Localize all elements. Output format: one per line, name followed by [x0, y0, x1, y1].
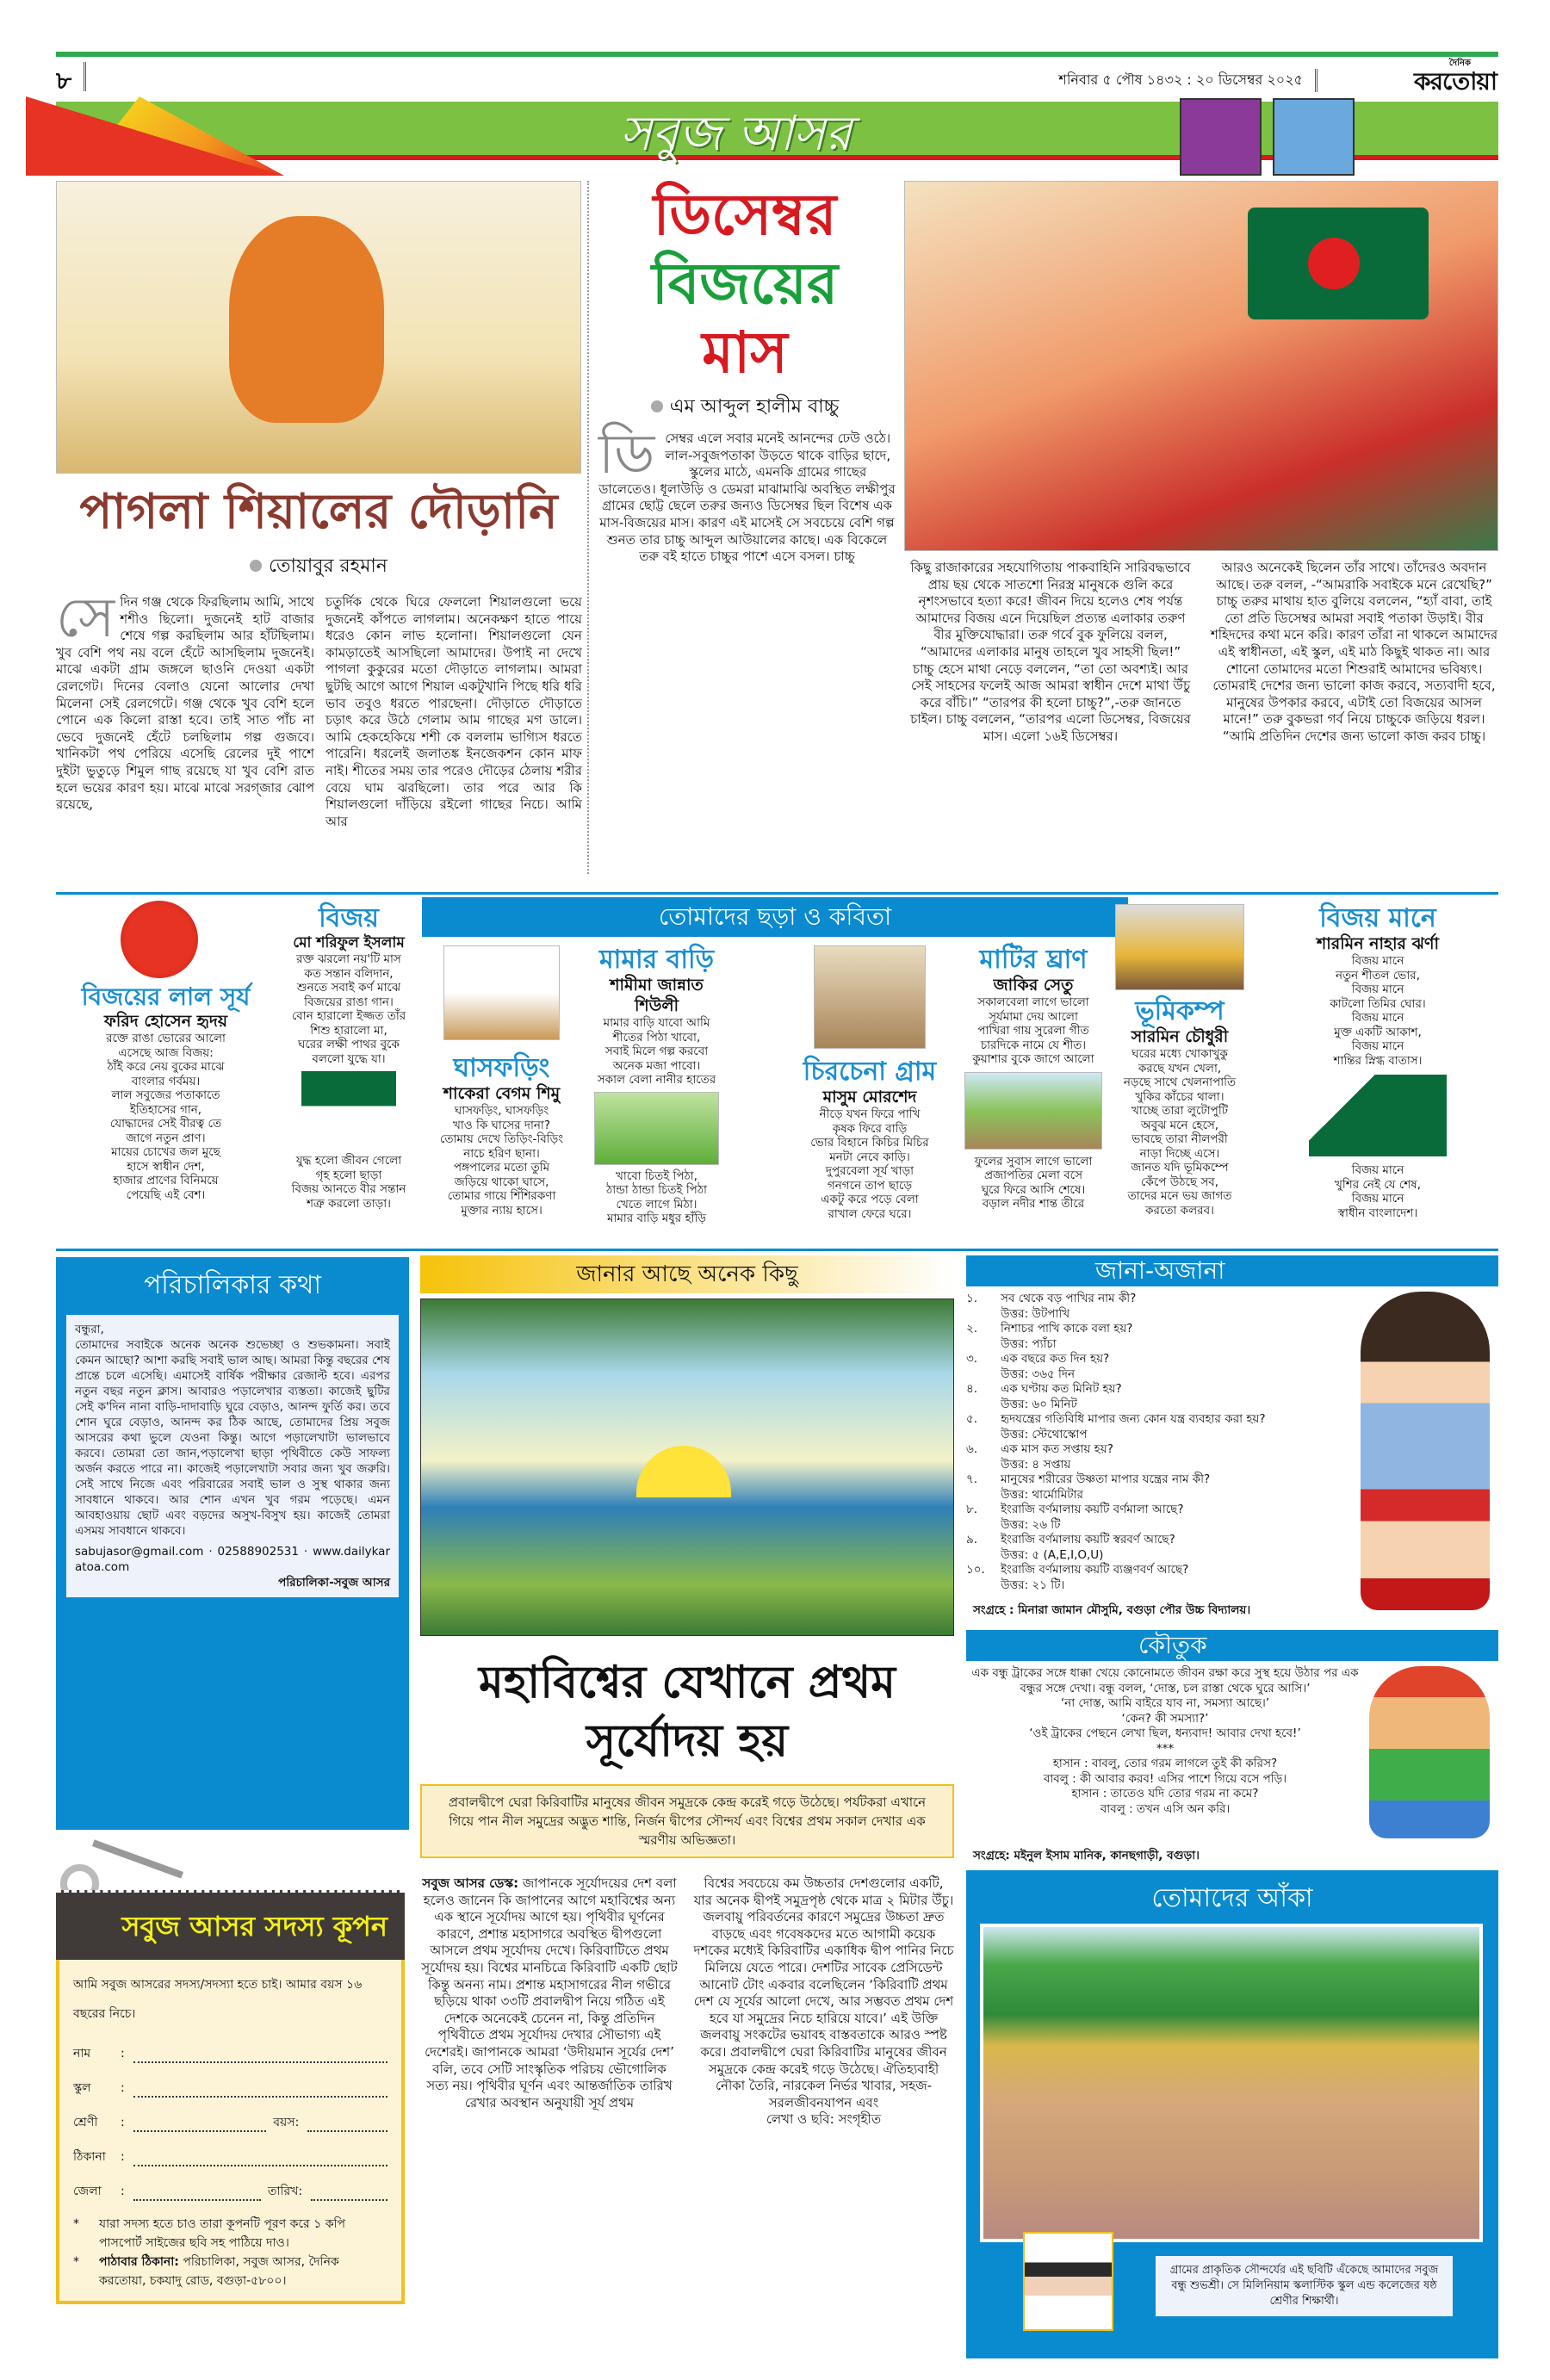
story2-text-1: সেম্বর এলে সবার মনেই আনন্দের ঢেউ ওঠে। লাল-সবুজপতাকা উড়তে থাকে বাড়ির ছাদে, স্কুলের মাঠে, এমনকি গ্রামের গাছের ডালেতেও। ধূলাউড়ি ও ডেমরা মাঝামাঝি অবস্থিত লক্ষীপুর গ্রামের ছোট্ট ছেলে তরুর জন্যও ডিসেম্বর ছিল বিশেষ এক মাস-বিজয়ের মাস। কারণ এই মাসেই সে সবচেয়ে বেশি গল্প শুনত তার চাচ্চু আব্দুল আউয়ালের কাছে। এক বিকেলে তরু বই হাতে চাচ্চুর পাশে এসে বসল। চাচ্চু	[598, 431, 896, 565]
quiz-number: ৯.	[966, 1533, 978, 1546]
quiz-question: ইংরাজি বর্ণমালায় কয়টি স্বরবর্ণ আছে?	[1001, 1533, 1175, 1546]
quiz-question: এক ঘণ্টায় কত মিনিট হয়?	[1001, 1382, 1122, 1396]
poem-line: শুনতে সবাই কর্ণ মাঝে	[296, 981, 401, 995]
section-rule	[56, 892, 1498, 895]
district-date-field[interactable]	[73, 2182, 388, 2201]
village-painting	[983, 1927, 1479, 2239]
newspaper-logo	[1414, 59, 1497, 95]
grasshopper-image	[443, 945, 560, 1040]
poem-body	[1257, 954, 1498, 1068]
poem-line: সকালবেলা লাগে ভালো	[977, 995, 1089, 1009]
poem-line: স্বাধীন বাংলাদেশ।	[1337, 1205, 1418, 1220]
poem-line: ঘরের লক্ষী পাথর বুকে	[298, 1038, 400, 1051]
field-label: ঠিকানা	[73, 2150, 106, 2164]
quiz-number: ১.	[966, 1292, 978, 1305]
quiz-title: জানা-অজানা	[1095, 1256, 1225, 1285]
jokes-body	[966, 1666, 1364, 1817]
poem-line: নাচে হরিণ ছানা।	[463, 1146, 540, 1161]
poem-author: শাকেরা বেগম শিমু	[443, 1084, 561, 1103]
coupon-intro: আমি সবুজ আসরের সদস্য/সদস্যা হতে চাই। আমার বয়স ১৬ বছরের নিচে।	[73, 1978, 363, 2021]
feature-title: মহাবিশ্বের যেখানে প্রথম সূর্যোদয় হয়	[478, 1657, 896, 1767]
quiz-answer: উত্তর: স্টেথোস্কোপ	[1001, 1427, 1088, 1441]
joke-line: ‘ওই ট্রাকের পেছনে লেখা ছিল, ধন্যবাদ! আবার দেখা হবে!’	[1029, 1726, 1301, 1740]
quiz-answer: উত্তর: ৬০ মিনিট	[1001, 1397, 1077, 1411]
quiz-answer: উত্তর: ৫ (A,E,I,O,U)	[1001, 1547, 1104, 1562]
poem-line: মায়ের চোখের জল মুছে	[111, 1145, 220, 1159]
sep: :	[294, 2116, 300, 2129]
quiz-number: ৩.	[966, 1352, 978, 1366]
poem-line: তোমায় দেখে তিড়িং-বিড়িং	[439, 1132, 564, 1146]
poem-author: শামীমা জান্নাত শিউলী	[610, 976, 704, 1015]
poem-line: রাখাল ফেরে ঘরে।	[828, 1206, 912, 1221]
poem-line: যোদ্ধাদের সেই বীরত্ব তে	[109, 1117, 222, 1131]
poem-line: ঘুরে ফিরে আসি শেষে।	[981, 1182, 1086, 1197]
quiz-item	[966, 1533, 1354, 1563]
poems-section-header: তোমাদের ছড়া ও কবিতা	[422, 897, 1128, 937]
editor-signature: পরিচালিকা-সবুজ আসর	[278, 1576, 390, 1590]
poem-line: কৃষক ফিরে বাড়ি	[832, 1121, 908, 1136]
quiz-question: এক মাস কত সপ্তায় হয়?	[1001, 1442, 1113, 1456]
desk-label: সবুজ আসর ডেস্ক:	[422, 1875, 519, 1891]
poem-line: অবুঝ মনে হেসে,	[1140, 1118, 1219, 1132]
poem-line: নাড়া দিচ্ছে এসে।	[1139, 1146, 1220, 1161]
quiz-item	[966, 1322, 1354, 1352]
poem-bhumikampo	[1115, 904, 1244, 1218]
poem-line: হাসে স্বাধীন দেশ,	[127, 1159, 205, 1174]
feature-summary: প্রবালদ্বীপে ঘেরা কিরিবাটির মানুষের জীবন সমুদ্রকে কেন্দ্র করেই গড়ে উঠেছে। পর্যটকরা এখানে গিয়ে পান নীল সমুদ্রের অদ্ভুত শান্তি, নির্জন দ্বীপের সৌন্দর্য এবং বিশ্বের প্রথম সকাল দেখার এক স্মরণীয় অভিজ্ঞতা।	[420, 1784, 954, 1858]
poem-line: রক্তে রাঙা ভোরের আলো	[106, 1032, 226, 1045]
drawing-frame	[980, 1924, 1483, 2242]
quiz-answer: উত্তর: প্যাঁচা	[1001, 1336, 1057, 1351]
poem-line: পঙ্গপালের মতো তুমি	[453, 1161, 550, 1175]
poem-author: মাসুম মোরশেদ	[822, 1088, 917, 1106]
poem-body	[797, 1107, 943, 1221]
poem-line: খাও কি ঘাসের দানা?	[452, 1118, 551, 1132]
poem-title: মামার বাড়ি	[598, 945, 715, 975]
fox-illustration	[56, 181, 581, 474]
poem-body-2	[284, 1154, 413, 1211]
poem-line: জাগে নতুন প্রাণ।	[126, 1131, 206, 1145]
poem-line: বিজয় আনতে বীর সন্তান	[291, 1182, 406, 1196]
feature-source: লেখা ও ছবি: সংগৃহীত	[766, 2111, 882, 2128]
poem-line: করতো কলরব।	[1145, 1203, 1214, 1218]
joke-line: বাবলু : তখন এসি অন করি।	[1100, 1801, 1231, 1816]
note-label: পাঠাবার ঠিকানা:	[99, 2255, 179, 2269]
poem-line: বিজয় মানে	[1351, 1039, 1404, 1053]
quiz-question: ইংরাজি বর্ণমালায় কয়টি বর্ণমালা আছে?	[1001, 1503, 1184, 1516]
poem-line: খাচ্ছে তারা লুটোপুটি	[1131, 1104, 1229, 1118]
poem-body	[1115, 1047, 1244, 1218]
banner-title: সবুজ আসর	[620, 106, 852, 162]
bullet-icon	[651, 400, 663, 412]
poem-chirchena-gram	[797, 945, 943, 1221]
poem-bijoy-mane	[1257, 904, 1498, 1220]
poem-line: ঘরের মধ্যে খোকাখুকু	[1132, 1047, 1228, 1061]
poem-line: মনটা নেবে কাড়ি।	[829, 1150, 910, 1164]
feature-column-2	[693, 1875, 954, 2129]
membership-coupon	[56, 1890, 405, 2304]
poem-line: সবাই মিলে গল্প করবো	[604, 1044, 709, 1058]
poem-ghasforing	[426, 945, 577, 1218]
note-text: যারা সদস্য হতে চাও তারা কূপনটি পূরণ করে ১ কপি পাসপোর্ট সাইজের ছবি সহ পাঠিয়ে দাও।	[99, 2217, 346, 2250]
quiz-question: নিশাচর পাখি কাকে বলা হয়?	[1001, 1322, 1133, 1336]
poem-body-2	[1257, 1163, 1498, 1220]
logo-big: করতোয়া	[1414, 67, 1497, 96]
poem-title: বিজয় মানে	[1319, 903, 1436, 933]
sep: :	[121, 2081, 125, 2095]
poem-line: শত্রু করলো তাড়া।	[306, 1196, 391, 1211]
sep: :	[121, 2185, 125, 2198]
story1-byline	[56, 551, 581, 583]
quiz-item	[966, 1503, 1354, 1533]
quiz-question: এক বছরে কত দিন হয়?	[1001, 1352, 1110, 1366]
freedom-fighter-image	[121, 901, 198, 978]
quiz-credit: সংগ্রহে : মিনারা জামান মৌসুমি, বগুড়া পৌর উচ্চ বিদ্যালয়।	[973, 1603, 1251, 1617]
poem-line: বিজয়ের রাঙা গান।	[304, 995, 394, 1009]
poem-author: ফরিদ হোসেন হৃদয়	[103, 1012, 228, 1031]
poem-line: নড়ছে সাথে খেলনাপাতি	[1123, 1075, 1237, 1089]
title-line-3: মাস	[702, 319, 788, 386]
salutation: বন্ধুরা,	[75, 1323, 104, 1336]
poem-line: খেতে লাগে মিঠা।	[616, 1197, 698, 1212]
quiz-number: ১০.	[966, 1563, 985, 1577]
poem-bijoyer-lal-surjo	[56, 983, 276, 1202]
poem-body	[586, 1016, 728, 1088]
boy-with-flag-image	[301, 1071, 396, 1149]
quiz-answer: উত্তর: উটপাখি	[1001, 1306, 1070, 1321]
poem-line: বিজয় মানে	[1351, 1192, 1404, 1205]
story2-author: এম আব্দুল হালীম বাচ্চু	[669, 396, 840, 418]
sep: :	[298, 2185, 303, 2198]
logo-small: দৈনিক	[1448, 59, 1471, 68]
editor-contact: sabujasor@gmail.com · 02588902531 · www.dailykaratoa.com	[75, 1545, 390, 1574]
poem-title: ভূমিকম্প	[1135, 996, 1224, 1026]
editor-note-box	[56, 1257, 409, 1830]
editor-note-title: পরিচালিকার কথা	[143, 1270, 322, 1300]
poem-line: মামার বাড়ি যাবো আমি	[603, 1016, 710, 1030]
poem-line: খুকির কাঁচের থালা।	[1135, 1089, 1224, 1104]
editor-note-body	[66, 1315, 399, 1597]
quiz-question: মানুষের শরীরের উষ্ণতা মাপার যন্ত্রের নাম কী?	[1001, 1472, 1211, 1486]
poem-author: শারমিন নাহার ঝর্ণা	[1317, 934, 1439, 953]
poem-line: সূর্যমামা দেয় আলো	[989, 1009, 1078, 1024]
poem-line: সকাল বেলা নানীর হাতের	[597, 1073, 716, 1087]
joke-line: বাবলু : কী আবার করব! এসির পাশে গিয়ে বসে পড়ি।	[1043, 1771, 1287, 1786]
coupon-note-1	[73, 2215, 388, 2253]
quiz-question: হৃদযন্ত্রের গতিবিধি মাপার জন্য কোন যন্ত্র ব্যবহার করা হয়?	[1001, 1412, 1266, 1426]
poem-line: রক্ত ঝরলো নয়'টি মাস	[296, 952, 401, 966]
poem-line: বোন হারালো ইজ্জত তাঁর	[291, 1009, 406, 1023]
running-boy-flag-image	[1309, 1075, 1447, 1156]
poem-mamar-bari	[586, 945, 728, 1226]
poem-line: শীতের পিঠা খাবো,	[612, 1030, 701, 1044]
joke-line: ***	[1156, 1741, 1175, 1756]
boy-cartoon-illustration	[1369, 1666, 1490, 1838]
story2-column-3: আরও অনেকেই ছিলেন তাঁর সাথে। তাঁদেরও অবদান আছে। তরু বলল, -“আমরাকি সবাইকে মনে রেখেছি?” চাচ্চু তরুর মাথায় হাত বুলিয়ে বললেন, “হ্যাঁ বাবা, তাই তো প্রতি ডিসেম্বর আমরা সবাই পতাকা উড়াই। বীর শহিদদের কথা মনে করি। কারণ তাঁরা না থাকলে আমাদের এই স্বাধীনতা, এই স্কুল, এই মাঠ কিছুই থাকত না। আর শোনো তোমাদের মতো শিশুরাই আমাদের ভবিষ্যৎ। তোমরাই দেশের জন্য ভালো কাজ করবে, সত্যবাদী হবে, মানুষের উপকার করবে, এটাই তো বিজয়ের আসল মানে!” তরু বুকভরা গর্ব নিয়ে চাচ্চুকে জড়িয়ে ধরল। “আমি প্রতিদিন দেশের জন্য ভালো কাজ করব চাচ্চু।	[1210, 560, 1498, 744]
poem-line: করছে যখন খেলা,	[1138, 1061, 1222, 1075]
editor-text: তোমাদের সবাইকে অনেক অনেক শুভেচ্ছা ও শুভকামনা। সবাই কেমন আছো? আশা করছি সবাই ভাল আছ। আমরা কিন্তু বছরের শেষ প্রান্তে চলে এসেছি। এমাসেই বার্ষিক পরীক্ষার রেজাল্ট হবে। এরপর নতুন বছর নতুন ক্লাস। আবারও পড়ালেখার ব্যস্ততা। কাজেই ছুটির সেই ক'দিন নানা বাড়ি-দাদাবাড়ি ঘুরে বেড়াও, আনন্দ ফুর্তি কর। তবে শোন ঘুরে বেড়াও, আনন্দ কর ঠিক আছে, তোমাদের প্রিয় সবুজ আসরের কথা ভুলে যেওনা কিন্তু। আগে পড়ালেখাটা ভালভাবে করবে। তোমরা তো জান,পড়ালেখা ছাড়া পৃথিবীতে কেউ সাফল্য অর্জন করতে পারে না। কাজেই পড়ালেখাটা সবার জন্য খুব জরুরি। সেই সাথে নিজে এবং পরিবারের সবাই ভাল ও সুস্থ থাকার জন্য সাবধানে থাকবে। আর শোন এখন খুব গরম পড়েছে। এমন আবহাওয়ায় ছোট এবং বড়দের অসুখ-বিসুখ হয়। কাজেই তোমরা এসময় সাবধানে থাকবে।	[75, 1338, 390, 1538]
poem-line: জড়িয়ে থাকো ঘাসে,	[454, 1175, 549, 1189]
poem-line: বিজয় মানে	[1351, 982, 1404, 996]
village-path-image	[814, 945, 926, 1049]
jokes-title: কৌতুক	[1138, 1631, 1207, 1659]
poem-line: ঠাঁই করে নেয় বুকের মাঝে	[107, 1060, 225, 1074]
poem-line: নীড়ে যখন ফিরে পাখি	[819, 1107, 921, 1121]
quiz-number: ৫.	[966, 1412, 978, 1426]
poem-line: ফুলের সুবাস লাগে ভালো	[974, 1154, 1093, 1168]
poem-line: ঠান্ডা ঠান্ডা চিতই পিঠা	[606, 1183, 707, 1197]
poem-line: কুয়াশার বুকে জাগে আলো	[972, 1052, 1094, 1066]
poem-line: গনগনে তাপ ছাড়ে	[827, 1178, 913, 1193]
poem-title: বিজয়ের লাল সূর্য	[81, 982, 251, 1011]
field-label: জেলা	[73, 2185, 102, 2198]
jokes-credit: সংগ্রহে: মইনুল ইসাম মানিক, কানছগাড়ী, বগুড়া।	[973, 1849, 1200, 1862]
poem-line: মামার বাড়ি মধুর হাঁড়ি	[606, 1212, 707, 1225]
column-divider	[587, 181, 589, 874]
poem-line: কত সন্তান বলিদান,	[304, 966, 394, 981]
poem-line: চারদিকে নামে যে শীত।	[980, 1038, 1087, 1052]
poem-title: মাটির ঘ্রাণ	[979, 945, 1088, 975]
quiz-answer: উত্তর: ৩৬৫ দিন	[1001, 1367, 1076, 1381]
girl-cartoon-image	[1180, 98, 1262, 176]
poem-line: ভোর বিহানে কিচির মিচির	[810, 1136, 929, 1150]
poem-line: শান্তির স্নিগ্ধ বাতাস।	[1333, 1053, 1423, 1068]
quiz-header	[966, 1255, 1498, 1286]
quiz-item	[966, 1563, 1354, 1593]
poem-line: কাটলো তিমির ঘোর।	[1330, 996, 1426, 1011]
poem-author: মো শরিফুল ইসলাম	[293, 934, 405, 951]
poem-line: বড়াল নদীর শান্ত তীরে	[982, 1197, 1085, 1211]
quiz-number: ২.	[966, 1322, 978, 1336]
quiz-question: ইংরাজি বর্ণমালায় কয়টি ব্যঞ্জণবর্ণ আছে?	[1001, 1563, 1189, 1577]
sunrise-island-image	[420, 1298, 954, 1636]
title-line-1: ডিসেম্বর	[653, 182, 837, 248]
poem-line: নতুন শীতল ভোর,	[1335, 968, 1421, 982]
quiz-answer: উত্তর: ৪ সপ্তায়	[1001, 1457, 1071, 1472]
school-field[interactable]	[73, 2079, 388, 2098]
drawing-title: তোমাদের আঁকা	[1151, 1883, 1313, 1913]
quiz-item	[966, 1442, 1354, 1472]
address-field[interactable]	[73, 2148, 388, 2166]
sep: :	[121, 2116, 125, 2129]
joke-line: ‘কেন? কী সমস্যা?’	[1121, 1711, 1209, 1726]
blank-line[interactable]	[133, 2044, 388, 2063]
dropcap: ডি	[598, 423, 655, 487]
poem-line: মুক্তার ন্যায় হাসে।	[461, 1203, 542, 1218]
star: *	[73, 2255, 79, 2269]
blank-line[interactable]	[133, 2113, 267, 2132]
poem-line: ইতিহাসের গান,	[129, 1102, 202, 1117]
quiz-number: ৭.	[966, 1472, 978, 1486]
jokes-header	[966, 1630, 1498, 1661]
quiz-number: ৬.	[966, 1442, 978, 1456]
poem-line: বললো যুদ্ধে যা।	[312, 1051, 386, 1066]
blank-line[interactable]	[133, 2079, 388, 2098]
poem-line: বিজয় মানে	[1351, 954, 1404, 968]
fox-shape	[229, 216, 384, 423]
poem-line: গৃহ হলো ছাড়া	[315, 1168, 382, 1182]
field-label: স্কুল	[73, 2081, 91, 2095]
story1-column-1	[56, 586, 314, 814]
quiz-answer: উত্তর: ২১ টি।	[1001, 1577, 1065, 1592]
banner-pencils-triangle	[26, 96, 284, 176]
name-field[interactable]	[73, 2044, 388, 2063]
field-label: তারিখ	[267, 2185, 299, 2198]
section-rule	[56, 1249, 1498, 1251]
poem-title: বিজয়	[319, 903, 379, 933]
poem-body	[56, 1032, 276, 1202]
star: *	[73, 2217, 79, 2231]
coupon-body	[56, 1960, 405, 2304]
story2-title	[594, 181, 896, 387]
poem-line: শিশু হারালো মা,	[310, 1023, 388, 1038]
class-age-field[interactable]	[73, 2113, 388, 2132]
poem-author: জাকির সেতু	[993, 976, 1074, 995]
story1-author: তোয়াবুর রহমান	[269, 555, 388, 577]
quiz-question: সব থেকে বড় পাখির নাম কী?	[1001, 1292, 1137, 1305]
joke-line: এক বন্ধু ট্রাকের সঙ্গে ধাক্কা খেয়ে কোনোমতে জীবন রক্ষা করে সুস্থ হয়ে উঠার পর এক বন্ধুর সঙ্গে দেখা। বন্ধু বলল, ‘দোস্ত, চল রাস্তা থেকে ঘুরে আসি।’	[971, 1666, 1359, 1695]
quiz-answer: উত্তর: ২৬ টি	[1001, 1517, 1061, 1532]
poem-line: মুক্ত একটি আকাশ,	[1334, 1025, 1422, 1039]
bangladesh-flag	[1248, 208, 1429, 319]
feature-section-header: জানার আছে অনেক কিছু	[420, 1255, 954, 1293]
drawing-caption: গ্রামের প্রাকৃতিক সৌন্দর্যের এই ছবিটি এঁকেছে আমাদের সবুজ বন্ধু শুভশ্রী। সে মিলিনিয়াম স্কলাস্টিক স্কুল এন্ড কলেজের ষষ্ঠ শ্রেণীর শিক্ষার্থী।	[1156, 2256, 1453, 2316]
poem-line: দুপুরবেলা সূর্য খাড়া	[825, 1164, 914, 1178]
poem-line: প্রজাপতির মেলা বসে	[983, 1168, 1083, 1182]
earthquake-image	[1115, 904, 1244, 990]
poem-line: অনেক মজা পাবো।	[612, 1058, 701, 1073]
poem-line: ভাবছে তারা নীলপরী	[1132, 1132, 1228, 1146]
poem-line: খুশির নেই যে শেষ,	[1334, 1177, 1422, 1192]
field-image	[964, 1072, 1102, 1150]
story1-text-1: দিন গঞ্জ থেকে ফিরছিলাম আমি, সাথে শশীও ছিলো। দুজনেই হাট বাজার শেষে গল্প করছিলাম আর হাঁটছিলাম। খুব বেশি পথ নয় বলে হেঁটে আসছিলাম দুজনেই। মাঝে একটা গ্রাম জঙ্গলে ছাওনি দেওয়া একটা রেলগেট। দিনের বেলাও যেনো আলোর দেখা মিলেনা সেই রেলগেটে। গঞ্জ থেকে খুব বেশি হলে পোনে এক কিলো রাস্তা হবে। তাই সাত পাঁচ না ভেবে দুজনেই হেঁটে চলছিলাম গল্প গুজবে। খানিকটা পথ পেরিয়ে এসেছি রেলের দুই পাশে দুইটা ভুতুড়ে শিমুল গাছ রয়েছে যা খুব বেশি রাত হলে ভয়ের কারণ হয়। মাঝে মাঝে সরগ্জার ঝোপ রয়েছে,	[56, 594, 314, 813]
title-line-2: বিজয়ের	[651, 251, 839, 317]
sep: :	[121, 2047, 125, 2061]
coupon-note-2	[73, 2253, 388, 2290]
poem-line: জানত যদি ভূমিকম্পে	[1131, 1161, 1229, 1175]
quiz-number: ৪.	[966, 1382, 978, 1396]
poem-body-2	[586, 1169, 728, 1226]
quiz-item	[966, 1352, 1354, 1382]
blank-line[interactable]	[133, 2182, 261, 2201]
quiz-item	[966, 1472, 1354, 1503]
sep: :	[121, 2150, 125, 2164]
dateline: শনিবার ৫ পৌষ ১৪৩২ : ২০ ডিসেম্বর ২০২৫	[1058, 69, 1318, 92]
children-with-flag-illustration	[904, 181, 1498, 551]
quiz-list	[966, 1292, 1354, 1593]
poem-line: একটু করে পড়ে বেলা	[821, 1193, 919, 1206]
drawing-box	[966, 1870, 1498, 2358]
feature-column-1	[420, 1875, 679, 2111]
story1-column-2: চতুর্দিক থেকে ঘিরে ফেললো শিয়ালগুলো ভয়ে দুজনেই কাঁপতে লাগলাম। অনেকক্ষণ হাতে পায়ে ধরেও কোন লাভ হলোনা। শিয়ালগুলো যেন কামড়াতেই আসছিলো আমাদের। উপাই না দেখে পাগলা কুকুরের মতো দৌড়াতে লাগলাম। আমরা ছুটছি আগে আগে শিয়াল একটুখানি পিছে ধরি ধরি ভাব তবুও ধরতে পারছেনা। দৌড়াতে দৌড়াতে চড়াৎ করে উঠে গেলাম আম গাছের মগ ডালে। আমি হেকহেকিয়ে শশী কে বললাম ভাগ্যিস ধরতে পারেনি। ধরলেই জলাতঙ্ক ইনজেকশন কোন মাফ নাই। শীতের সময় তার পরেও দৌড়ের ঠেলায় শরীর বেয়ে ঘাম ঝরছিলো। তার পরে আর কি শিয়ালগুলো দাঁড়িয়ে রইলো গাছের নিচে। আমি আর	[326, 594, 582, 829]
poem-line: ঘাসফড়িং, ঘাসফড়িং	[454, 1104, 549, 1118]
poem-line: এসেছে আজ বিজয়:	[118, 1045, 214, 1060]
joke-line: হাসান : বাবলু, তোর গরম লাগলে তুই কী করিস?	[1052, 1757, 1278, 1770]
feature-text-2: বিশ্বের সবচেয়ে কম উচ্চতার দেশগুলোর একটি, যার অনেক দ্বীপই সমুদ্রপৃষ্ঠ থেকে মাত্র ২ মিটার উঁচু। জলবায়ু পরিবর্তনের কারণে সমুদ্রের উচ্চতা দ্রুত বাড়ছে এবং গবেষকদের মতে আগামী কয়েক দশকের মধ্যেই কিরিবাটির একাধিক দ্বীপ পানির নিচে মিলিয়ে যেতে পারে। দেশটির সাবেক প্রেসিডেন্ট আনোট টোং একবার বলেছিলেন ‘কিরিবাটি প্রথম দেশ যে সূর্যের আলো দেখে, আর সম্ভবত প্রথম দেশ হবে যা সমুদ্রের নিচে হারিয়ে যাবে।’ এই উক্তি জলবায়ু সংকটের ভয়াবহ বাস্তবতাকে আরও স্পষ্ট করে। প্রবালদ্বীপে ঘেরা কিরিবাটির মানুষের জীবন সমুদ্রকে কেন্দ্র করেই গড়ে উঠেছে। ঐতিহ্যবাহী নৌকা তৈরি, নারকেল নির্ভর খাবার, সহজ-সরলজীবনযাপন এবং	[693, 1875, 954, 2110]
quiz-number: ৮.	[966, 1503, 978, 1516]
poem-line: বাংলার গর্বময়।	[131, 1074, 201, 1088]
poem-body-2	[964, 1155, 1102, 1212]
sun-shape	[636, 1446, 731, 1497]
poem-line: কেঁপে উঠছে সব,	[1140, 1175, 1219, 1189]
story2-column-1	[598, 423, 896, 566]
quiz-item	[966, 1292, 1354, 1322]
blank-line[interactable]	[311, 2182, 388, 2201]
poem-title: চিরচেনা গ্রাম	[803, 1057, 937, 1087]
poem-author: সারমিন চৌধুরী	[1131, 1027, 1229, 1046]
poem-bijoy	[284, 904, 413, 1211]
boy-drummer-image	[1273, 98, 1355, 176]
poem-line: খাবো চিতই পিঠা,	[616, 1168, 698, 1183]
village-house-image	[594, 1092, 719, 1165]
bullet-icon	[250, 560, 262, 572]
poem-title: ঘাসফড়িং	[453, 1053, 550, 1083]
page-number: ৮	[56, 62, 86, 91]
field-label: শ্রেণী	[73, 2116, 98, 2129]
quiz-answer: উত্তর: থার্মোমিটার	[1001, 1487, 1083, 1502]
blank-line[interactable]	[133, 2148, 388, 2166]
story2-byline	[594, 392, 896, 424]
feature-text-1: জাপানকে সূর্যোদয়ের দেশ বলা হলেও জানেন কি জাপানের আগে মহাবিশ্বের অন্য এক স্থানে সূর্যোদয় আগে হয়। পৃথিবীর ঘূর্ণনের কারণে, প্রশান্ত মহাসাগরে অবস্থিত দ্বীপগুলো আসলে প্রথম সূর্যোদয় দেখে। কিরিবাটিতে প্রথম সূর্যোদয় হয়। বিশ্বের মানচিত্রে কিরিবাটি একটি ছোট কিন্তু অনন্য নাম। প্রশান্ত মহাসাগরের নীল গভীরে ছড়িয়ে থাকা ৩৩টি প্রবালদ্বীপ নিয়ে গঠিত এই দেশকে অনেকেই চেনেন না, কিন্তু প্রতিদিন পৃথিবীতে প্রথম সূর্যোদয় দেখার সৌভাগ্য এই দেশেরই। জাপানকে আমরা ‘উদীয়মান সূর্যের দেশ’ বলি, তবে সেটি সাংস্কৃতিক পরিচয় ভৌগোলিক সত্য নয়। পৃথিবীর ঘূর্ণন এবং আন্তর্জাতিক তারিখ রেখার অবস্থান অনুযায়ী সূর্য প্রথম	[421, 1875, 678, 2110]
poem-line: বিজয় মানে	[1351, 1011, 1404, 1025]
schoolgirl-illustration	[1361, 1292, 1490, 1610]
joke-line: হাসান : তাতেও যদি তোর গরম না কমে?	[1071, 1787, 1259, 1800]
poem-line: পাখিরা গায় সুরেলা গীত	[977, 1024, 1089, 1038]
blank-line[interactable]	[307, 2113, 388, 2132]
poem-matir-gran	[964, 945, 1102, 1212]
quiz-item	[966, 1382, 1354, 1412]
artist-photo	[1023, 2232, 1113, 2331]
field-label: নাম	[73, 2047, 91, 2061]
poem-line: হাজার প্রাণের বিনিময়ে	[113, 1174, 219, 1187]
poem-line: পেয়েছি এই বেশ।	[126, 1187, 206, 1202]
joke-line: ‘না দোস্ত, আমি বাইরে যাব না, সমস্যা আছে।’	[1060, 1696, 1270, 1710]
poem-line: বিজয় মানে	[1351, 1163, 1404, 1177]
top-rule	[56, 52, 1498, 57]
story1-title: পাগলা শিয়ালের দৌড়ানি	[79, 484, 558, 540]
poem-body	[284, 952, 413, 1066]
poem-body	[426, 1104, 577, 1218]
field-label: বয়স	[273, 2116, 295, 2129]
poem-line: তোমার গায়ে শিঁশিরকণা	[447, 1189, 556, 1203]
story2-column-2: কিছু রাজাকারের সহযোগিতায় পাকবাহিনি সারিবদ্ধভাবে প্রায় ছয় থেকে সাতশো নিরস্ত্র মানুষকে গুলি করে নৃশংসভাবে হত্যা করে! জীবন দিয়ে হলেও শেষ পর্যন্ত আমাদের বিজয় এনে দিয়েছিল প্রত্যন্ত এলাকার তরুণ বীর মুক্তিযোদ্ধারা। তরু গর্বে বুক ফুলিয়ে বলল, “আমাদের এলাকার মানুষ তাহলে খুব সাহসী ছিল!” চাচ্চু হেসে মাথা নেড়ে বললেন, “তা তো অবশ্যই। আর সেই সাহসের ফলেই আজ আমরা স্বাধীন দেশে মাথা উঁচু করে বাঁচি।” “তারপর কী হলো চাচ্চু?”,-তরু জানতে চাইল। চাচ্চু বললেন, “তারপর এলো ডিসেম্বর, বিজয়ের মাস। এলো ১৬ই ডিসেম্বর।	[910, 560, 1191, 744]
note-text: পরিচালিকা, সবুজ আসর, দৈনিক করতোয়া, চকযাদু রোড, বগুড়া-৫৮০০।	[99, 2255, 339, 2288]
quiz-item	[966, 1412, 1354, 1442]
coupon-title: সবুজ আসর সদস্য কূপন	[56, 1890, 405, 1960]
poem-body	[964, 995, 1102, 1067]
poem-line: তাদের মনে ভয় জাগত	[1127, 1189, 1232, 1203]
poem-line: যুদ্ধ হলো জীবন গেলো	[295, 1154, 402, 1168]
poem-line: লাল সবুজের পতাকাতে	[111, 1088, 220, 1102]
dropcap: সে	[56, 586, 115, 650]
